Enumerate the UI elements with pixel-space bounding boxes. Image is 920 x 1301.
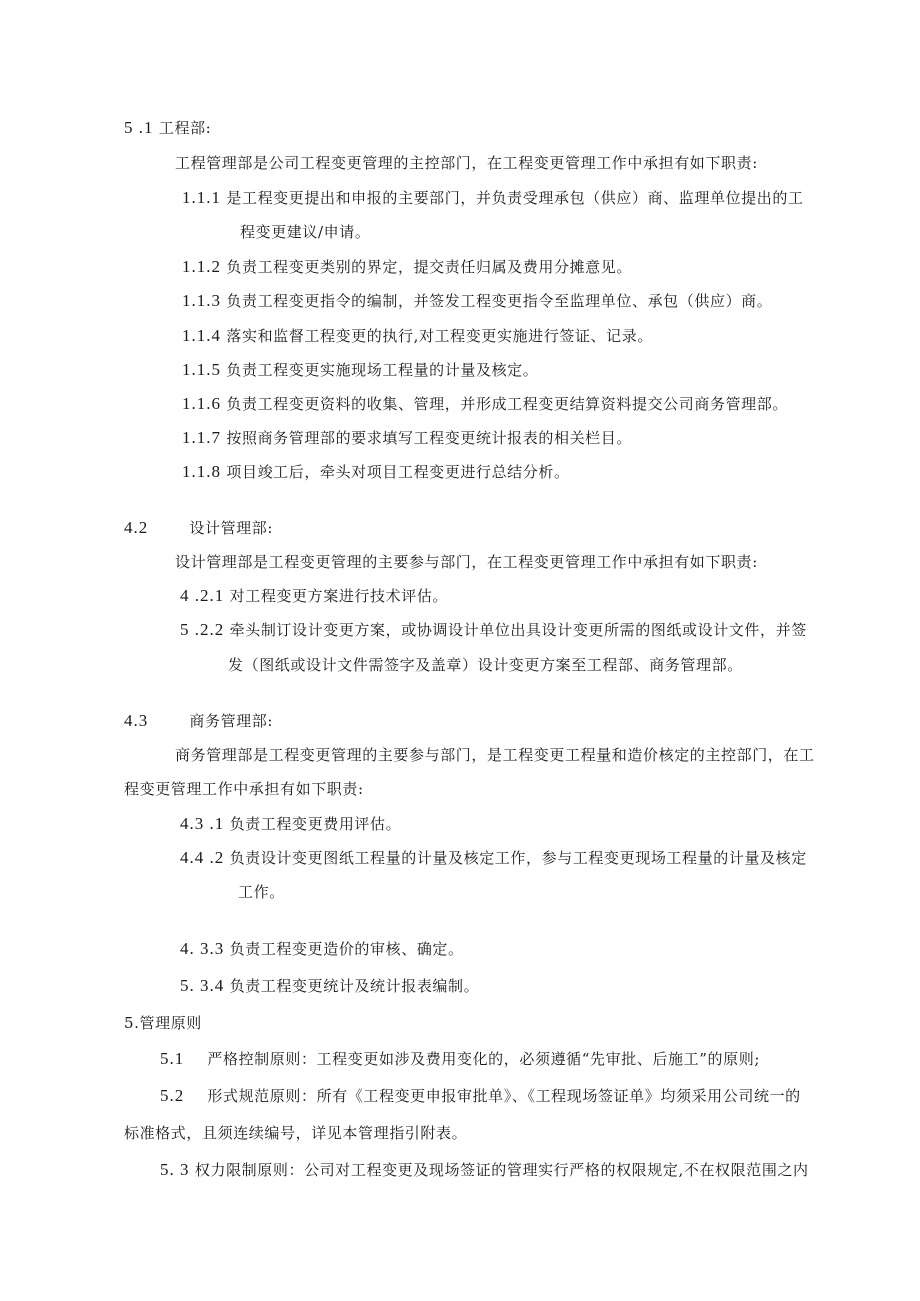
- section-number: 4.2: [124, 518, 149, 537]
- item-continuation: 工作。: [238, 883, 285, 901]
- item-number: 5.2: [160, 1086, 185, 1105]
- section-title: 商务管理部:: [189, 712, 274, 730]
- item-number: 4 .2.1: [180, 586, 225, 605]
- list-item: [160, 1049, 760, 1069]
- item-number: 5. 3: [160, 1160, 190, 1179]
- item-number: 1.1.5: [182, 360, 221, 379]
- item-text: 按照商务管理部的要求填写工程变更统计报表的相关栏目。: [226, 429, 632, 447]
- list-item: [182, 326, 653, 346]
- item-number: 5. 3.4: [180, 976, 225, 995]
- item-text: 负责工程变更指令的编制，并签发工程变更指令至监理单位、承包（供应）商。: [226, 292, 773, 310]
- item-number: 4.3 .1: [180, 814, 225, 833]
- list-item: [182, 257, 632, 277]
- list-item: [180, 586, 448, 606]
- list-item: [182, 291, 772, 311]
- section-number: 4.3: [124, 711, 149, 730]
- item-number: 1.1.2: [182, 257, 221, 276]
- item-text: 负责工程变更实施现场工程量的计量及核定。: [226, 361, 539, 379]
- list-item: [182, 360, 538, 380]
- item-continuation: 发（图纸或设计文件需签字及盖章）设计变更方案至工程部、商务管理部。: [228, 656, 743, 674]
- item-text: 负责工程变更类别的界定，提交责任归属及费用分摊意见。: [226, 258, 632, 276]
- item-text: 负责工程变更资料的收集、管理，并形成工程变更结算资料提交公司商务管理部。: [226, 395, 788, 413]
- section-4-1-heading: [124, 118, 211, 138]
- list-item: [182, 462, 570, 482]
- item-number: 5 .2.2: [180, 620, 225, 639]
- section-5-heading: 5.管理原则: [124, 1014, 202, 1032]
- item-number: 1.1.3: [182, 291, 221, 310]
- list-item: [180, 976, 479, 996]
- list-item: [182, 394, 788, 414]
- item-number: 1.1.4: [182, 326, 221, 345]
- section-4-2-heading: [124, 518, 273, 538]
- list-item: [182, 428, 632, 448]
- item-text: 牵头制订设计变更方案，或协调设计单位出具设计变更所需的图纸或设计文件，并签: [229, 621, 807, 639]
- item-text: 负责工程变更费用评估。: [229, 815, 402, 833]
- item-number: 1.1.1: [182, 188, 221, 207]
- item-text: 项目竣工后，牵头对项目工程变更进行总结分析。: [226, 463, 570, 481]
- section-title: 设计管理部:: [189, 519, 274, 537]
- section-4-1-intro: 工程管理部是公司工程变更管理的主控部门，在工程变更管理工作中承担有如下职责:: [175, 154, 758, 172]
- item-text: 是工程变更提出和申报的主要部门，并负责受理承包（供应）商、监理单位提出的工: [226, 189, 804, 207]
- list-item: [180, 814, 401, 834]
- item-text: 落实和监督工程变更的执行,对工程变更实施进行签证、记录。: [226, 327, 653, 345]
- list-item: [160, 1086, 801, 1106]
- item-text: 负责工程变更统计及统计报表编制。: [229, 977, 480, 995]
- item-number: 4.4 .2: [180, 848, 225, 867]
- item-number: 5.1: [160, 1049, 185, 1068]
- list-item: [180, 939, 464, 959]
- item-number: 1.1.6: [182, 394, 221, 413]
- section-4-3-heading: [124, 711, 273, 731]
- item-text: 严格控制原则：工程变更如涉及费用变化的，必须遵循“先审批、后施工”的原则;: [207, 1050, 760, 1068]
- item-number: 1.1.7: [182, 428, 221, 447]
- item-continuation: 标准格式，且须连续编号，详见本管理指引附表。: [124, 1124, 468, 1142]
- list-item: [180, 620, 807, 640]
- item-number: 1.1.8: [182, 462, 221, 481]
- item-text: 形式规范原则：所有《工程变更申报审批单》、《工程现场签证单》均须采用公司统一的: [207, 1087, 801, 1105]
- item-continuation: 程变更建议/申请。: [240, 223, 371, 241]
- section-number: 5 .1: [124, 118, 154, 137]
- item-text: 对工程变更方案进行技术评估。: [229, 587, 449, 605]
- item-text: 负责工程变更造价的审核、确定。: [229, 940, 464, 958]
- item-text: 权力限制原则：公司对工程变更及现场签证的管理实行严格的权限规定,不在权限范围之内: [194, 1161, 809, 1179]
- section-4-3-intro-line-2: 程变更管理工作中承担有如下职责:: [124, 780, 364, 798]
- list-item: [160, 1160, 809, 1180]
- item-text: 负责设计变更图纸工程量的计量及核定工作，参与工程变更现场工程量的计量及核定: [229, 849, 807, 867]
- list-item: [180, 848, 807, 868]
- list-item: [182, 188, 804, 208]
- item-number: 4. 3.3: [180, 939, 225, 958]
- section-4-3-intro-line-1: 商务管理部是工程变更管理的主要参与部门，是工程变更工程量和造价核定的主控部门，在工: [175, 746, 815, 764]
- section-title: 工程部:: [158, 119, 212, 137]
- section-4-2-intro: 设计管理部是工程变更管理的主要参与部门，在工程变更管理工作中承担有如下职责:: [175, 553, 758, 571]
